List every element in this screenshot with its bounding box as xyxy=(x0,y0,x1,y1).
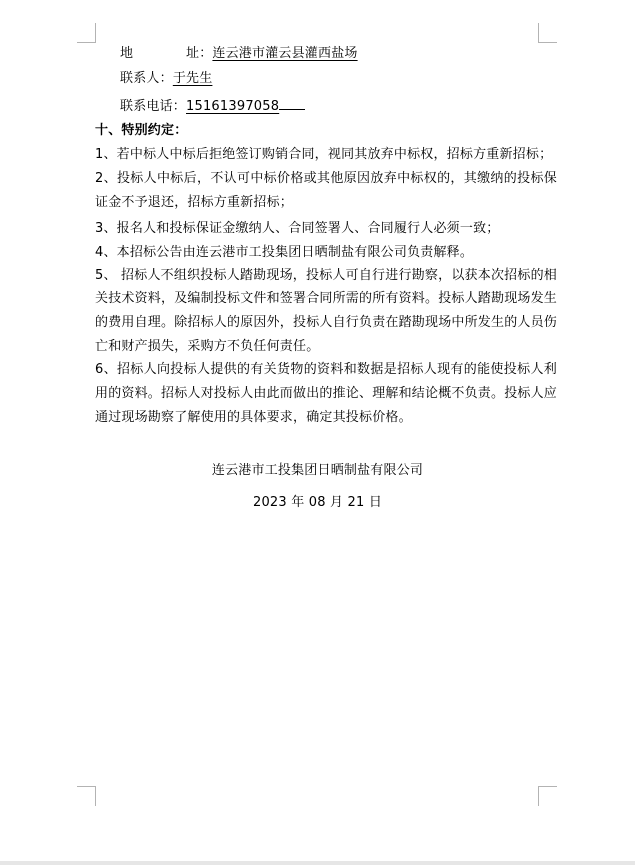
phone-value: 15161397058 xyxy=(186,99,280,114)
crop-mark-bottom-left-icon xyxy=(77,786,96,806)
sign-date: 2023 年 08 月 21 日 xyxy=(252,495,383,510)
terms-line-4: 4、本招标公告由连云港市工投集团日晒制盐有限公司负责解释。 xyxy=(95,245,474,260)
page-bottom-edge xyxy=(0,861,635,865)
terms-line-5-cont-3: 亡和财产损失，采购方不负任何责任。 xyxy=(95,339,320,354)
terms-line-2-cont: 证金不予退还，招标方重新招标； xyxy=(95,195,294,210)
crop-mark-top-right-icon xyxy=(538,23,557,43)
terms-line-6-cont-1: 用的资料。招标人对投标人由此而做出的推论、理解和结论概不负责。投标人应 xyxy=(95,386,558,401)
phone-label: 联系电话： xyxy=(120,99,187,114)
phone-line xyxy=(120,96,305,115)
terms-line-6-cont-2: 通过现场勘察了解使用的具体要求，确定其投标价格。 xyxy=(95,410,412,425)
contact-person-value: 于先生 xyxy=(172,71,213,86)
terms-line-5-cont-2: 的费用自理。除招标人的原因外，投标人自行负责在踏勘现场中所发生的人员伤 xyxy=(95,315,558,330)
terms-line-3: 3、报名人和投标保证金缴纳人、合同签署人、合同履行人必须一致； xyxy=(95,221,500,236)
contact-person-label: 联系人： xyxy=(120,71,173,86)
terms-line-5: 5、 招标人不组织投标人踏勘现场，投标人可自行进行勘察，以获本次招标的相 xyxy=(95,268,557,283)
address-label: 地 址： xyxy=(120,46,213,61)
special-terms-heading: 十、特别约定： xyxy=(95,123,188,138)
terms-line-1: 1、若中标人中标后拒绝签订购销合同，视同其放弃中标权，招标方重新招标； xyxy=(95,147,553,162)
crop-mark-bottom-right-icon xyxy=(538,786,557,806)
terms-line-5-cont-1: 关技术资料，及编制投标文件和签署合同所需的所有资料。投标人踏勘现场发生 xyxy=(95,291,558,306)
terms-line-6: 6、招标人向投标人提供的有关货物的资料和数据是招标人现有的能使投标人利 xyxy=(95,362,557,377)
terms-line-2: 2、投标人中标后，不认可中标价格或其他原因放弃中标权的，其缴纳的投标保 xyxy=(95,171,557,186)
phone-underline-pad xyxy=(279,96,305,110)
contact-person-line xyxy=(120,71,212,87)
company-signature: 连云港市工投集团日晒制盐有限公司 xyxy=(211,463,424,478)
crop-mark-top-left-icon xyxy=(77,23,96,43)
address-line xyxy=(120,46,358,62)
address-value: 连云港市灌云县灌西盐场 xyxy=(212,46,358,61)
